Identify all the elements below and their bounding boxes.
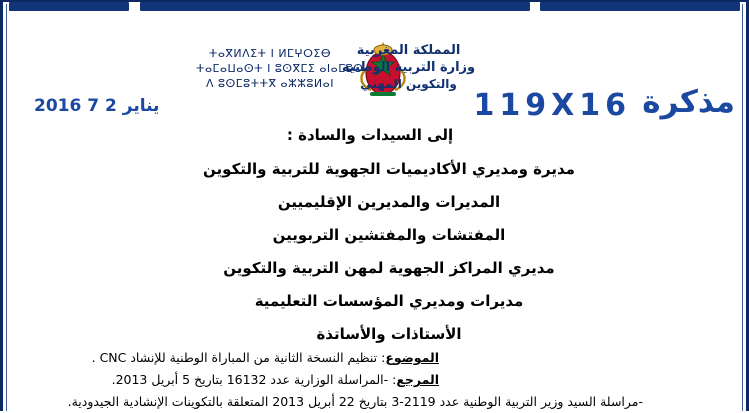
reference-number: 119X16: [473, 88, 631, 123]
tifinagh-ministry-name: [196, 46, 364, 91]
arabic-line-3: والتكوين المهني: [360, 77, 457, 91]
reference-row-secondary: [19, 392, 731, 411]
date-stamp: 2016 يناير 2 7: [34, 96, 160, 116]
tifinagh-line-2: ⵜⴰⵎⴰⵡⴰⵙⵜ ⵏ ⵓⵙⴳⵎⵉ ⴰⵏⴰⵎⵓⵔ: [196, 62, 364, 75]
reference-text: : -المراسلة الوزارية عدد 16132 بتاريخ 5 أبريل 2013.: [111, 372, 397, 387]
document-meta: [19, 348, 731, 413]
document-header: [0, 20, 749, 92]
arabic-line-2: وزارة التربية الوطنية: [341, 60, 476, 75]
tifinagh-line-1: ⵜⴰⴳⵍⴷⵉⵜ ⵏ ⵍⵎⵖⵔⵉⴱ: [208, 47, 332, 60]
reference-label: المرجع: [396, 372, 439, 387]
subject-label: الموضوع: [385, 350, 439, 365]
recipients-salutation: إلى السيدات والسادة :: [286, 126, 454, 144]
reference-row: [19, 370, 731, 389]
recipient-line: مديري المراكز الجهوية لمهن التربية والتكوين: [223, 259, 555, 277]
top-decorative-band: [0, 0, 749, 14]
recipient-line: المديرات والمديرين الإقليميين: [277, 193, 501, 211]
band-segment-middle: [140, 2, 530, 11]
tifinagh-line-3: ⴷ ⵓⵙⵎⵓⵜⵜⴳ ⴰⵣⵣⵓⵍⴰⵏ: [206, 77, 334, 90]
band-notch-right: [531, 0, 538, 13]
band-segment-right: [540, 2, 740, 11]
arabic-line-1: المملكة المغربية: [356, 43, 461, 58]
recipients-block: [179, 126, 599, 358]
subject-row: [19, 348, 731, 367]
band-notch-left: [129, 0, 136, 13]
recipient-line: مديرة ومديري الأكاديميات الجهوية للتربية والتكوين: [203, 160, 575, 178]
reference-text-2: -مراسلة السيد وزير التربية الوطنية عدد 2119-3 بتاريخ 22 أبريل 2013 المتعلقة بالتكوينات الإنشادية الجيدودية.: [67, 394, 643, 409]
recipient-line: المفتشات والمفتشين التربويين: [272, 226, 506, 244]
arabic-ministry-name: [326, 42, 491, 93]
memo-label: مذكرة: [642, 84, 735, 120]
band-segment-left: [9, 2, 129, 11]
recipient-line: مديرات ومديري المؤسسات التعليمية: [254, 292, 524, 310]
subject-text: : تنظيم النسخة الثانية من المباراة الوطنية للإنشاد CNC .: [91, 350, 386, 365]
recipient-line: الأستاذات والأساتذة: [316, 325, 462, 343]
